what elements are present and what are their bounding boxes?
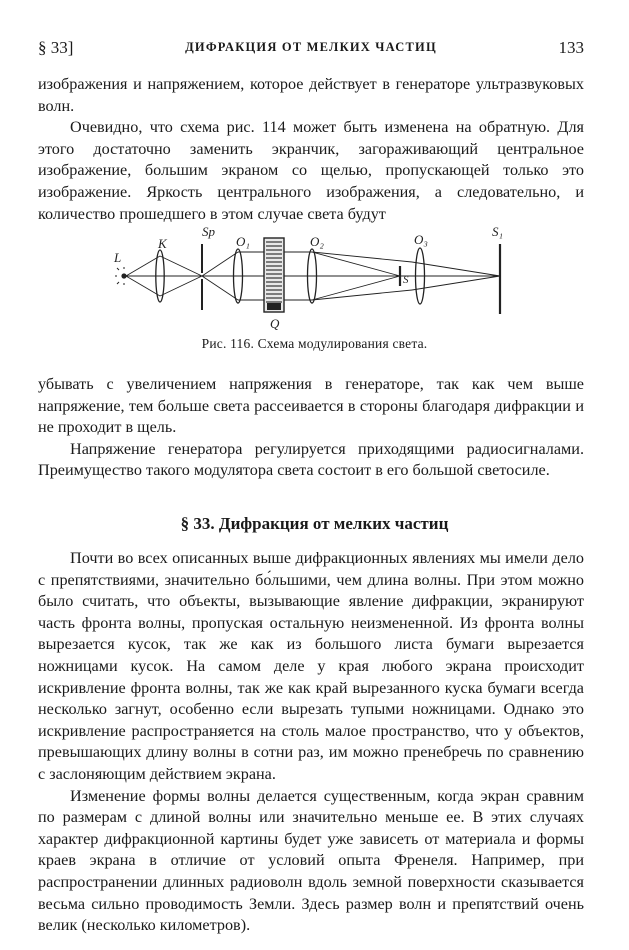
bottom-text-block: [38, 548, 584, 937]
running-header: [38, 38, 584, 62]
page-number: 133: [558, 38, 584, 57]
label-lens-o2: O₂: [310, 234, 324, 249]
light-source: [115, 267, 127, 285]
header-title: ДИФРАКЦИЯ ОТ МЕЛКИХ ЧАСТИЦ: [185, 40, 437, 54]
paragraph-continuation: изображения и напряжением, которое действует в генераторе ультразвуковых волн.: [38, 75, 584, 115]
optical-scheme-diagram: [112, 222, 522, 334]
paragraph: Очевидно, что схема рис. 114 может быть изменена на обратную. Для этого достаточно заменить экранчик, загораживающий центральное изображение, большим экраном со щелью, пропускающей только это изображение. Яркость центрального изображения, а следовательно, и количество прошедшего в этом случае света будут: [38, 118, 584, 223]
label-slit: Sp: [202, 224, 215, 239]
middle-text-block: [38, 374, 584, 482]
header-section-ref: § 33]: [38, 38, 74, 57]
label-lens-k: K: [158, 236, 167, 251]
top-text-block: [38, 74, 584, 225]
label-lens-o3: O₃: [414, 232, 428, 247]
section-heading: § 33. Дифракция от мелких частиц: [180, 514, 449, 533]
label-screen-s1: S₁: [492, 224, 504, 239]
ultrasonic-cell: [264, 238, 284, 312]
optical-scheme-figure: [112, 222, 522, 334]
paragraph: Почти во всех описанных выше дифракционных явлениях мы имели дело с препятствиями, значительно бо́льшими, чем длина волны. При этом можно было считать, что объекты, вызывающие явление дифракции, экранируют часть фронта волны, пропуская остальную неизмененной. Из фронта волны вырезается кусок, так же как из большого листа бумаги вырезается ножницами кусок. На самом деле у края любого экрана происходит искривление фронта волны, так же как край вырезанного куска бумаги всегда несколько загнут, особенно если вырезать тупыми ножницами. Однако это искривление распространяется на столь малое пространство, что у объектов, превышающих длину волны в сотни раз, им можно пренебречь по сравнению с заслоняющим действием экрана.: [38, 549, 584, 783]
label-lens-o1: O₁: [236, 234, 250, 249]
figure-caption: Рис. 116. Схема модулирования света.: [201, 336, 428, 351]
label-screen-s: S: [403, 274, 409, 286]
label-cell: Q: [270, 316, 280, 331]
paragraph: Изменение формы волны делается существенным, когда экран сравним по размерам с длиной волны или значительно меньше ее. В этих случаях характер дифракционной картины будет уже зависеть от материала и формы краев экрана в отличие от условий опыта Френеля. Например, при распространении длинных радиоволн вдоль земной поверхности сказывается весьма сильно проводимость Земли. Здесь размер волн и препятствий очень велик (несколько километров).: [38, 786, 584, 935]
label-source: L: [114, 250, 122, 265]
paragraph: Напряжение генератора регулируется приходящими радиосигналами. Преимущество такого модулятора света состоит в его большой светосиле.: [38, 439, 584, 480]
paragraph-continuation: убывать с увеличением напряжения в генераторе, так как чем выше напряжение, тем больше света рассеивается в стороны благодаря дифракции и не проходит в щель.: [38, 375, 584, 437]
